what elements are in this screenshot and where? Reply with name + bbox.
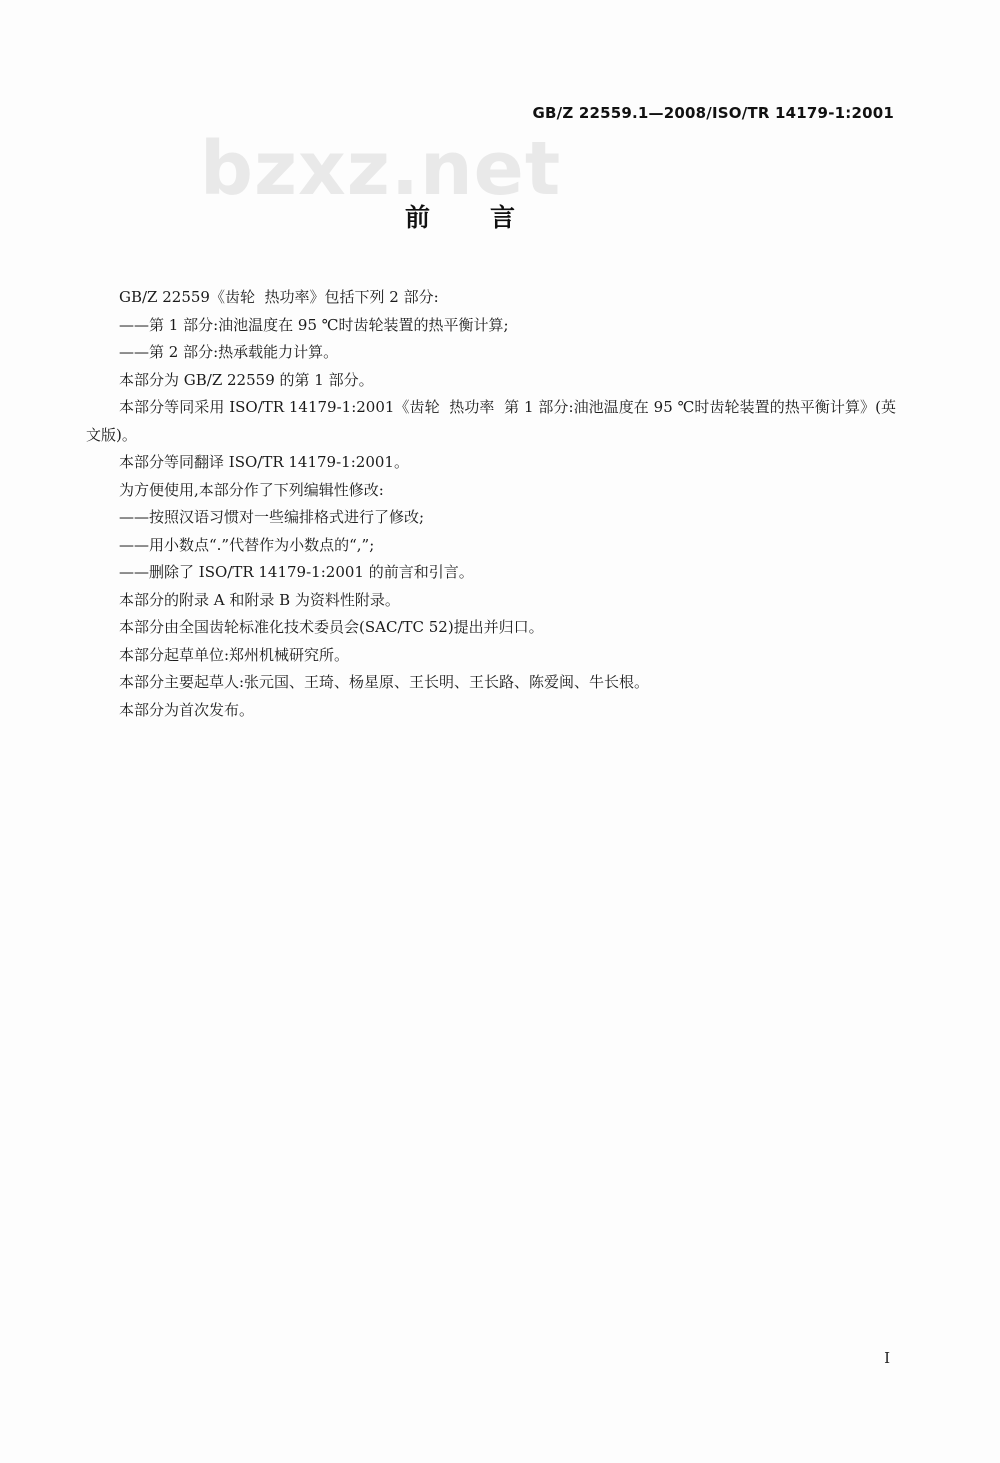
- standard-code-header: GB/Z 22559.1—2008/ISO/TR 14179-1:2001: [532, 104, 894, 122]
- foreword-paragraph: GB/Z 22559《齿轮 热功率》包括下列 2 部分:: [119, 288, 439, 306]
- watermark-logo: bzxz.net: [200, 126, 562, 212]
- page-number: I: [884, 1349, 890, 1367]
- foreword-paragraph: 本部分等同翻译 ISO/TR 14179-1:2001。: [119, 453, 409, 471]
- foreword-paragraph: 为方便使用,本部分作了下列编辑性修改:: [119, 480, 384, 499]
- foreword-list-item: ——第 2 部分:热承载能力计算。: [119, 343, 339, 361]
- foreword-paragraph: 本部分等同采用 ISO/TR 14179-1:2001《齿轮 热功率 第 1 部分:油池温度在 95 ℃时齿轮装置的热平衡计算》(英文版)。: [86, 398, 896, 444]
- foreword-paragraph: 本部分为 GB/Z 22559 的第 1 部分。: [119, 370, 374, 389]
- foreword-paragraph: 本部分的附录 A 和附录 B 为资料性附录。: [119, 590, 400, 609]
- foreword-list-item: ——删除了 ISO/TR 14179-1:2001 的前言和引言。: [119, 563, 474, 581]
- foreword-list-item: ——按照汉语习惯对一些编排格式进行了修改;: [119, 508, 425, 526]
- foreword-paragraph: 本部分为首次发布。: [119, 700, 255, 719]
- foreword-body: [86, 284, 896, 724]
- foreword-paragraph: 本部分由全国齿轮标准化技术委员会(SAC/TC 52)提出并归口。: [119, 618, 544, 636]
- foreword-paragraph: 本部分主要起草人:张元国、王琦、杨星原、王长明、王长路、陈爱闽、牛长根。: [119, 673, 650, 691]
- page-title: 前言: [404, 203, 575, 232]
- foreword-paragraph: 本部分起草单位:郑州机械研究所。: [119, 645, 350, 664]
- foreword-list-item: ——用小数点“.”代替作为小数点的“,”;: [119, 535, 375, 554]
- foreword-list-item: ——第 1 部分:油池温度在 95 ℃时齿轮装置的热平衡计算;: [119, 315, 509, 334]
